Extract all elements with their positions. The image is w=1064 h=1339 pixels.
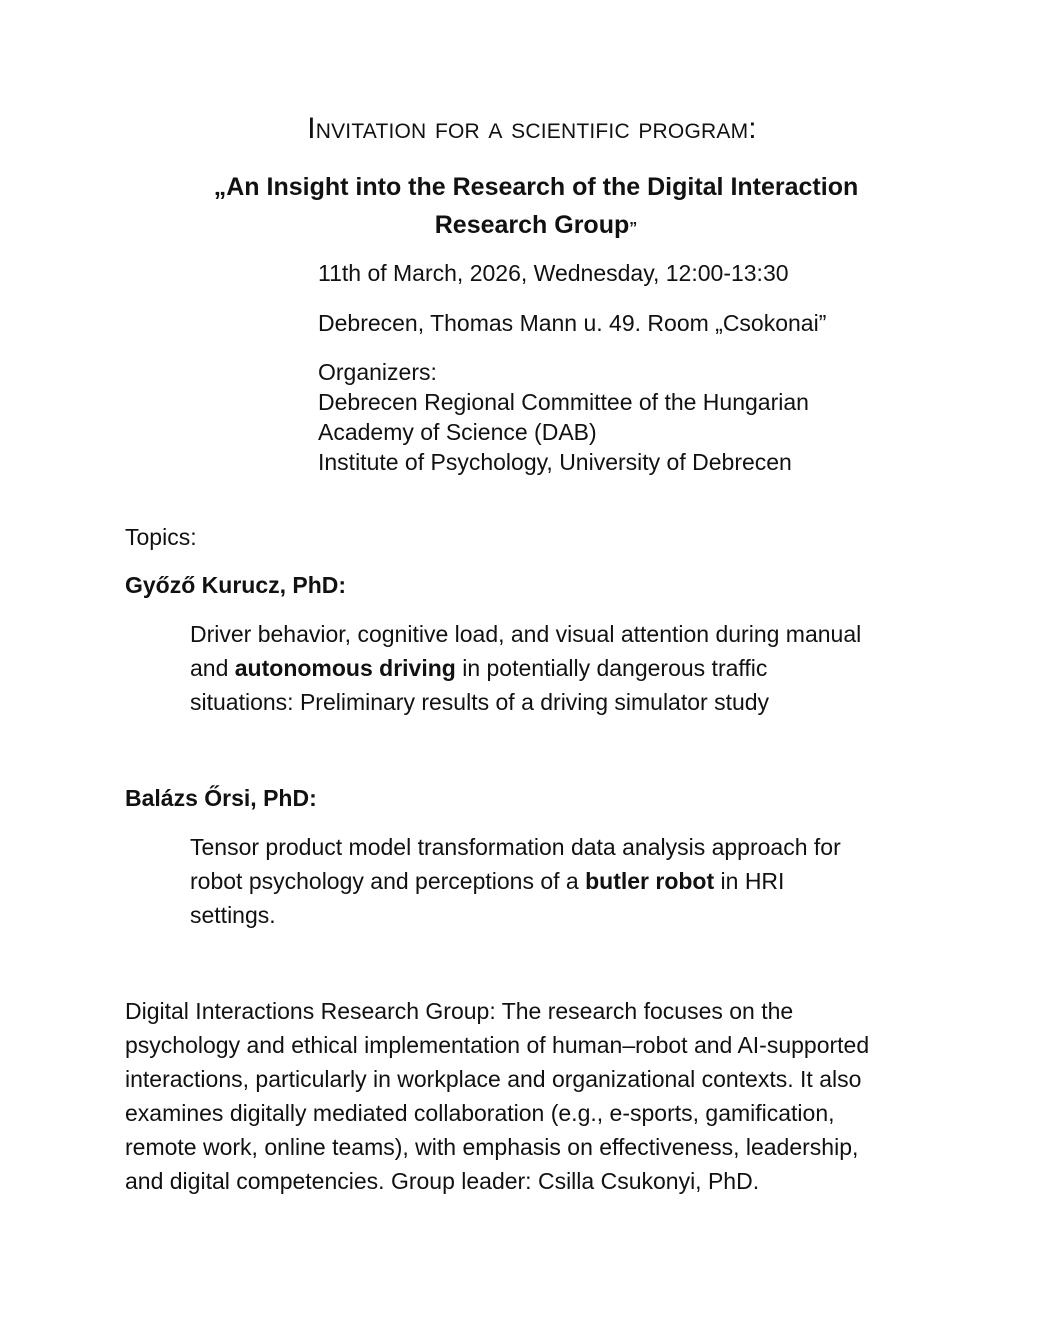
talk-abstract-line <box>190 651 950 685</box>
event-details <box>318 258 1018 477</box>
talk-abstract-line: Driver behavior, cognitive load, and visual attention during manual <box>190 621 862 647</box>
program-title-line-2-text: Research Group <box>434 211 630 239</box>
talk-abstract-line: Tensor product model transformation data analysis approach for <box>190 834 841 860</box>
program-title <box>140 168 932 248</box>
program-title-closing-quote: ” <box>629 220 638 237</box>
speaker-name: Balázs Őrsi, PhD: <box>125 785 317 811</box>
event-datetime: 11th of March, 2026, Wednesday, 12:00-13:30 <box>318 260 789 286</box>
talk-abstract <box>190 830 950 932</box>
description-line: interactions, particularly in workplace and organizational contexts. It also <box>125 1066 862 1092</box>
talk-abstract-line: situations: Preliminary results of a driving simulator study <box>190 689 770 715</box>
description-line: Digital Interactions Research Group: The research focuses on the <box>125 998 794 1024</box>
description-line: remote work, online teams), with emphasis on effectiveness, leadership, <box>125 1134 859 1160</box>
research-group-description <box>125 994 955 1198</box>
speaker-name: Győző Kurucz, PhD: <box>125 572 347 598</box>
talk-abstract <box>190 617 950 719</box>
description-line: psychology and ethical implementation of human–robot and AI-supported <box>125 1032 870 1058</box>
talk-abstract-text: robot psychology and perceptions of a <box>190 868 586 894</box>
organizer-line: Debrecen Regional Committee of the Hungarian <box>318 389 809 415</box>
talk-abstract-line: settings. <box>190 902 276 928</box>
talk-abstract-text: in HRI <box>714 868 785 894</box>
organizers-label: Organizers: <box>318 359 437 385</box>
document-heading: Invitation for a scientific program: <box>307 112 757 145</box>
talk-abstract-emphasis: butler robot <box>585 868 715 894</box>
talk-abstract-text: in potentially dangerous traffic <box>455 655 768 681</box>
organizer-line: Academy of Science (DAB) <box>318 419 597 445</box>
organizer-line: Institute of Psychology, University of Debrecen <box>318 449 792 475</box>
talk-abstract-line <box>190 864 950 898</box>
program-title-line-1: „An Insight into the Research of the Digital Interaction <box>213 173 859 201</box>
talk-abstract-text: and <box>190 655 235 681</box>
description-line: examines digitally mediated collaboration (e.g., e-sports, gamification, <box>125 1100 835 1126</box>
event-location: Debrecen, Thomas Mann u. 49. Room „Csokonai” <box>318 310 827 336</box>
talk-abstract-emphasis: autonomous driving <box>234 655 456 681</box>
program-title-line-2 <box>140 206 932 248</box>
description-line: and digital competencies. Group leader: Csilla Csukonyi, PhD. <box>125 1168 760 1194</box>
topics-label: Topics: <box>125 524 197 550</box>
